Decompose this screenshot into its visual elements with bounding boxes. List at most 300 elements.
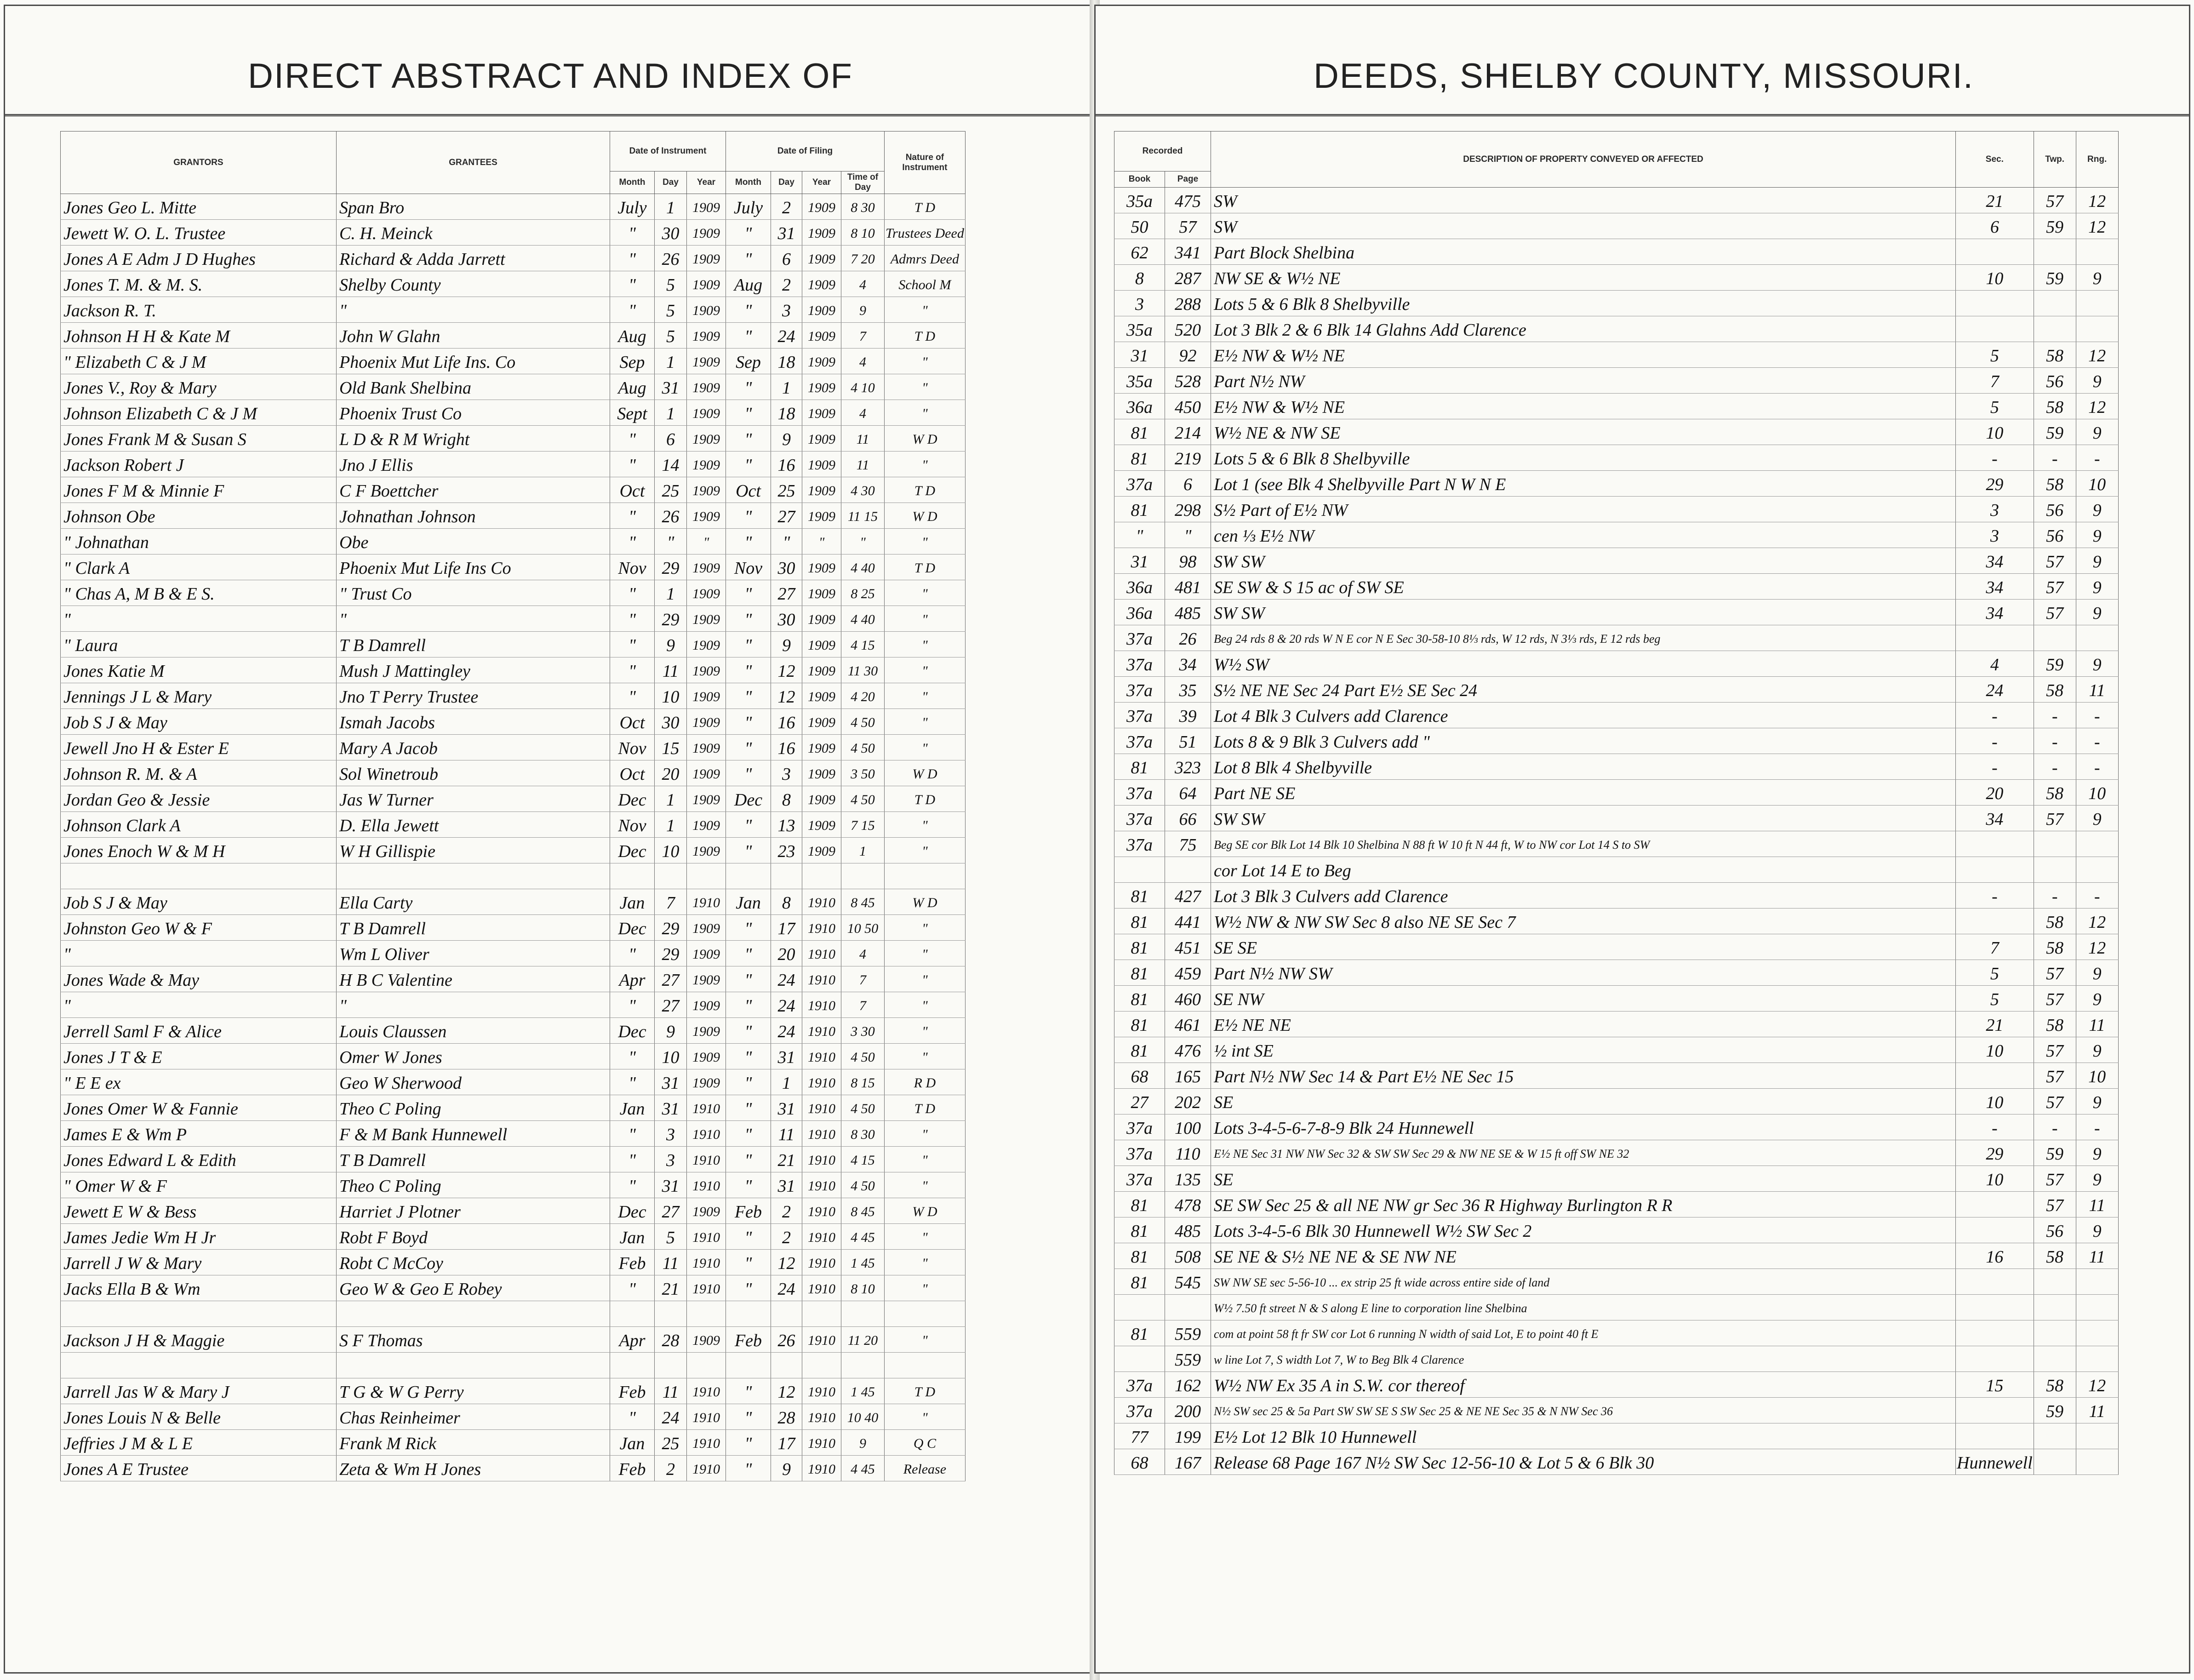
- instrument-day-cell: 10: [655, 1044, 687, 1069]
- instrument-month-cell: Nov: [610, 735, 655, 760]
- book-cell: 3: [1114, 291, 1165, 316]
- page-cell: 287: [1165, 265, 1211, 291]
- nature-cell: School M: [885, 271, 966, 297]
- table-row: [1114, 1011, 2119, 1037]
- table-row: [61, 1456, 966, 1481]
- grantee-cell: C F Boettcher: [337, 477, 610, 503]
- instrument-year-cell: 1909: [687, 657, 726, 683]
- instrument-day-cell: 5: [655, 323, 687, 349]
- table-row: [1114, 677, 2119, 703]
- sec-cell: -: [1956, 728, 2034, 754]
- table-row: [1114, 651, 2119, 677]
- filing-day-cell: 1: [771, 374, 802, 400]
- grantee-cell: Jno T Perry Trustee: [337, 683, 610, 709]
- sec-cell: 21: [1956, 1011, 2034, 1037]
- description-cell: SW SW: [1211, 548, 1956, 574]
- filing-month-cell: ": [726, 529, 771, 554]
- filing-month-cell: ": [726, 1430, 771, 1456]
- filing-year-cell: 1909: [802, 374, 841, 400]
- time-of-day-cell: 4 50: [841, 709, 885, 735]
- sec-cell: 7: [1956, 368, 2034, 394]
- table-row: [61, 683, 966, 709]
- nature-header: Nature of Instrument: [885, 131, 966, 194]
- sec-cell: [1956, 1192, 2034, 1217]
- time-of-day-cell: 4 15: [841, 632, 885, 657]
- grantor-cell: Jones A E Adm J D Hughes: [61, 246, 337, 271]
- grantor-cell: Jarrell Jas W & Mary J: [61, 1378, 337, 1404]
- filing-month-cell: ": [726, 451, 771, 477]
- rng-header: Rng.: [2076, 131, 2118, 188]
- nature-cell: Q C: [885, 1430, 966, 1456]
- twp-cell: [2034, 316, 2076, 342]
- twp-cell: 59: [2034, 265, 2076, 291]
- table-row: [61, 838, 966, 863]
- rng-cell: [2076, 1320, 2118, 1346]
- instrument-year-cell: 1909: [687, 1327, 726, 1353]
- filing-day-cell: 24: [771, 1275, 802, 1301]
- instrument-year-cell: 1910: [687, 889, 726, 915]
- table-row: [61, 1018, 966, 1044]
- filing-month-cell: ": [726, 1121, 771, 1147]
- filing-month-cell: ": [726, 1069, 771, 1095]
- instrument-day-cell: 25: [655, 477, 687, 503]
- rng-cell: 9: [2076, 497, 2118, 522]
- sec-cell: 21: [1956, 188, 2034, 213]
- page-cell: 214: [1165, 419, 1211, 445]
- description-cell: NW SE & W½ NE: [1211, 265, 1956, 291]
- instrument-year-cell: 1909: [687, 838, 726, 863]
- grantee-cell: Phoenix Mut Life Ins Co: [337, 554, 610, 580]
- twp-cell: 57: [2034, 986, 2076, 1011]
- grantor-cell: Jones A E Trustee: [61, 1456, 337, 1481]
- grantee-cell: Theo C Poling: [337, 1095, 610, 1121]
- instrument-year-cell: 1909: [687, 194, 726, 220]
- book-cell: 37a: [1114, 625, 1165, 651]
- sec-cell: [1956, 1423, 2034, 1449]
- rng-cell: -: [2076, 754, 2118, 780]
- nature-cell: ": [885, 657, 966, 683]
- table-row: [61, 941, 966, 966]
- twp-cell: 58: [2034, 677, 2076, 703]
- description-cell: SE NW: [1211, 986, 1956, 1011]
- table-row: [61, 915, 966, 941]
- book-cell: 37a: [1114, 677, 1165, 703]
- book-cell: 37a: [1114, 1372, 1165, 1398]
- sec-cell: 5: [1956, 342, 2034, 368]
- twp-cell: 59: [2034, 651, 2076, 677]
- time-of-day-cell: 4 20: [841, 683, 885, 709]
- nature-cell: ": [885, 297, 966, 323]
- rng-cell: -: [2076, 1114, 2118, 1140]
- instrument-year-cell: 1909: [687, 941, 726, 966]
- instrument-day-cell: 10: [655, 683, 687, 709]
- time-of-day-cell: 3 30: [841, 1018, 885, 1044]
- filing-day-cell: [771, 863, 802, 889]
- grantee-cell: Mush J Mattingley: [337, 657, 610, 683]
- instrument-day-cell: 31: [655, 374, 687, 400]
- page-cell: 6: [1165, 471, 1211, 497]
- filing-month-cell: ": [726, 1018, 771, 1044]
- book-cell: 35a: [1114, 316, 1165, 342]
- filing-day-cell: 24: [771, 966, 802, 992]
- grantor-cell: " Johnathan: [61, 529, 337, 554]
- table-row: [1114, 497, 2119, 522]
- grantee-cell: Theo C Poling: [337, 1172, 610, 1198]
- nature-cell: ": [885, 451, 966, 477]
- instrument-month-cell: ": [610, 426, 655, 451]
- instrument-day-cell: 6: [655, 426, 687, 451]
- twp-cell: 58: [2034, 1243, 2076, 1269]
- filing-month-cell: ": [726, 220, 771, 246]
- page-cell: 478: [1165, 1192, 1211, 1217]
- table-row: [61, 554, 966, 580]
- grantee-cell: C. H. Meinck: [337, 220, 610, 246]
- sec-cell: 34: [1956, 548, 2034, 574]
- instrument-month-cell: Nov: [610, 812, 655, 838]
- grantor-cell: Job S J & May: [61, 889, 337, 915]
- sec-cell: 15: [1956, 1372, 2034, 1398]
- sec-cell: [1956, 1346, 2034, 1372]
- twp-cell: [2034, 1295, 2076, 1320]
- rng-cell: [2076, 1423, 2118, 1449]
- instrument-year-cell: 1909: [687, 735, 726, 760]
- table-row: [1114, 600, 2119, 625]
- time-of-day-cell: 8 45: [841, 889, 885, 915]
- right-page: [1094, 5, 2190, 1674]
- instrument-date-header: Date of Instrument: [610, 131, 726, 171]
- table-row: [1114, 703, 2119, 728]
- description-cell: cen ⅓ E½ NW: [1211, 522, 1956, 548]
- table-row: [1114, 909, 2119, 934]
- time-of-day-cell: 7 20: [841, 246, 885, 271]
- filing-year-cell: 1910: [802, 1224, 841, 1250]
- instrument-month-cell: Feb: [610, 1456, 655, 1481]
- nature-cell: R D: [885, 1069, 966, 1095]
- description-cell: Lots 5 & 6 Blk 8 Shelbyville: [1211, 291, 1956, 316]
- description-cell: SE SW & S 15 ac of SW SE: [1211, 574, 1956, 600]
- instrument-month-cell: Apr: [610, 966, 655, 992]
- grantee-cell: Span Bro: [337, 194, 610, 220]
- book-cell: 81: [1114, 883, 1165, 909]
- instrument-month-cell: ": [610, 1121, 655, 1147]
- filing-month-cell: ": [726, 323, 771, 349]
- filing-month-cell: ": [726, 709, 771, 735]
- instrument-month-cell: ": [610, 657, 655, 683]
- table-row: [1114, 1269, 2119, 1295]
- nature-cell: ": [885, 1044, 966, 1069]
- instrument-year-cell: 1909: [687, 786, 726, 812]
- filing-month-cell: ": [726, 1275, 771, 1301]
- twp-cell: [2034, 239, 2076, 265]
- filing-month-cell: ": [726, 297, 771, 323]
- filing-year-cell: 1910: [802, 1430, 841, 1456]
- rng-cell: 9: [2076, 1140, 2118, 1166]
- instrument-year-cell: 1910: [687, 1378, 726, 1404]
- grantee-cell: Phoenix Trust Co: [337, 400, 610, 426]
- nature-cell: ": [885, 1275, 966, 1301]
- book-cell: 37a: [1114, 806, 1165, 831]
- instrument-day-cell: 3: [655, 1121, 687, 1147]
- description-cell: SW NW SE sec 5-56-10 ... ex strip 25 ft wide across entire side of land: [1211, 1269, 1956, 1295]
- filing-day-cell: 9: [771, 426, 802, 451]
- rng-cell: 9: [2076, 651, 2118, 677]
- description-cell: Lot 3 Blk 2 & 6 Blk 14 Glahns Add Clarence: [1211, 316, 1956, 342]
- instrument-month-cell: Jan: [610, 1430, 655, 1456]
- instrument-day-cell: 1: [655, 786, 687, 812]
- page-cell: 288: [1165, 291, 1211, 316]
- grantors-header: GRANTORS: [61, 131, 337, 194]
- table-row: [61, 709, 966, 735]
- rng-cell: 12: [2076, 1372, 2118, 1398]
- filing-year-cell: 1910: [802, 1378, 841, 1404]
- sec-cell: 16: [1956, 1243, 2034, 1269]
- instrument-day-cell: [655, 1301, 687, 1327]
- instrument-day-cell: 11: [655, 657, 687, 683]
- filing-day-cell: 30: [771, 606, 802, 632]
- recorded-header: Recorded: [1114, 131, 1211, 171]
- grantee-cell: F & M Bank Hunnewell: [337, 1121, 610, 1147]
- table-row: [1114, 1449, 2119, 1475]
- description-cell: Part N½ NW Sec 14 & Part E½ NE Sec 15: [1211, 1063, 1956, 1089]
- twp-cell: [2034, 625, 2076, 651]
- description-cell: W½ NW Ex 35 A in S.W. cor thereof: [1211, 1372, 1956, 1398]
- nature-cell: ": [885, 400, 966, 426]
- time-of-day-cell: ": [841, 529, 885, 554]
- table-row: [1114, 471, 2119, 497]
- filing-month-cell: [726, 863, 771, 889]
- page-cell: 341: [1165, 239, 1211, 265]
- table-row: [61, 1147, 966, 1172]
- grantor-cell: " Omer W & F: [61, 1172, 337, 1198]
- filing-year-cell: 1909: [802, 606, 841, 632]
- instrument-year-cell: 1910: [687, 1172, 726, 1198]
- instrument-day-cell: 29: [655, 915, 687, 941]
- page-cell: 520: [1165, 316, 1211, 342]
- description-cell: cor Lot 14 E to Beg: [1211, 857, 1956, 883]
- twp-cell: 56: [2034, 368, 2076, 394]
- title-rule: [1096, 114, 2189, 116]
- table-row: [1114, 1295, 2119, 1320]
- instrument-day-cell: 30: [655, 220, 687, 246]
- description-cell: Lot 4 Blk 3 Culvers add Clarence: [1211, 703, 1956, 728]
- filing-month-cell: ": [726, 1044, 771, 1069]
- rng-cell: [2076, 291, 2118, 316]
- sec-cell: 10: [1956, 1089, 2034, 1114]
- filing-year-cell: 1909: [802, 760, 841, 786]
- rng-cell: 9: [2076, 1166, 2118, 1192]
- table-row: [1114, 522, 2119, 548]
- book-cell: 35a: [1114, 368, 1165, 394]
- table-row: [61, 400, 966, 426]
- instrument-month-cell: Dec: [610, 838, 655, 863]
- table-row: [61, 966, 966, 992]
- book-header: Book: [1114, 171, 1165, 188]
- table-row: [1114, 1114, 2119, 1140]
- description-cell: SW: [1211, 213, 1956, 239]
- page-cell: 219: [1165, 445, 1211, 471]
- rng-cell: -: [2076, 883, 2118, 909]
- grantor-cell: Jewell Jno H & Ester E: [61, 735, 337, 760]
- page-cell: 450: [1165, 394, 1211, 419]
- description-cell: E½ NE Sec 31 NW NW Sec 32 & SW SW Sec 29 & NW NE SE & W 15 ft off SW NE 32: [1211, 1140, 1956, 1166]
- book-cell: 27: [1114, 1089, 1165, 1114]
- filing-day-cell: ": [771, 529, 802, 554]
- grantor-cell: Jackson R. T.: [61, 297, 337, 323]
- instrument-year-cell: 1909: [687, 374, 726, 400]
- instrument-year-cell: 1910: [687, 1430, 726, 1456]
- filing-month-cell: July: [726, 194, 771, 220]
- book-cell: [1114, 857, 1165, 883]
- time-of-day-cell: 4 40: [841, 606, 885, 632]
- instrument-month-cell: ": [610, 1404, 655, 1430]
- grantor-cell: Jones J T & E: [61, 1044, 337, 1069]
- page-cell: 200: [1165, 1398, 1211, 1423]
- instrument-year-cell: 1909: [687, 580, 726, 606]
- instrument-day-cell: 1: [655, 580, 687, 606]
- table-row: [1114, 857, 2119, 883]
- instrument-month-cell: ": [610, 220, 655, 246]
- table-row: [1114, 445, 2119, 471]
- time-of-day-cell: 7: [841, 992, 885, 1018]
- table-row: [1114, 960, 2119, 986]
- filing-year-cell: 1910: [802, 1327, 841, 1353]
- description-header: DESCRIPTION OF PROPERTY CONVEYED OR AFFECTED: [1211, 131, 1956, 188]
- table-row: [61, 297, 966, 323]
- time-of-day-cell: 1 45: [841, 1378, 885, 1404]
- table-row: [61, 1044, 966, 1069]
- filing-year-cell: 1910: [802, 1198, 841, 1224]
- description-cell: Lot 8 Blk 4 Shelbyville: [1211, 754, 1956, 780]
- time-of-day-cell: 11 30: [841, 657, 885, 683]
- filing-day-cell: 31: [771, 1044, 802, 1069]
- table-row: [61, 374, 966, 400]
- time-of-day-cell: 8 45: [841, 1198, 885, 1224]
- instrument-day-cell: 26: [655, 246, 687, 271]
- twp-cell: [2034, 831, 2076, 857]
- time-of-day-cell: 7: [841, 323, 885, 349]
- filing-day-cell: 9: [771, 632, 802, 657]
- sec-cell: [1956, 291, 2034, 316]
- page-cell: 199: [1165, 1423, 1211, 1449]
- twp-cell: 56: [2034, 522, 2076, 548]
- sec-cell: [1956, 1398, 2034, 1423]
- table-row: [61, 1198, 966, 1224]
- grantee-cell: T B Damrell: [337, 915, 610, 941]
- page-cell: 485: [1165, 600, 1211, 625]
- filing-month-cell: ": [726, 966, 771, 992]
- grantor-cell: James Jedie Wm H Jr: [61, 1224, 337, 1250]
- description-cell: w line Lot 7, S width Lot 7, W to Beg Blk 4 Clarence: [1211, 1346, 1956, 1372]
- filing-day-cell: [771, 1301, 802, 1327]
- instrument-year-cell: 1910: [687, 1095, 726, 1121]
- grantee-cell: Old Bank Shelbina: [337, 374, 610, 400]
- filing-year-cell: [802, 1353, 841, 1378]
- instrument-day-cell: 28: [655, 1327, 687, 1353]
- instrument-day-cell: 25: [655, 1430, 687, 1456]
- time-of-day-cell: 4 10: [841, 374, 885, 400]
- grantor-cell: Jones Edward L & Edith: [61, 1147, 337, 1172]
- instrument-month-cell: ": [610, 503, 655, 529]
- sec-cell: 24: [1956, 677, 2034, 703]
- grantee-cell: L D & R M Wright: [337, 426, 610, 451]
- table-row: [61, 889, 966, 915]
- filing-day-cell: [771, 1353, 802, 1378]
- nature-cell: ": [885, 1224, 966, 1250]
- filing-day-cell: 12: [771, 657, 802, 683]
- description-cell: SW SW: [1211, 806, 1956, 831]
- filing-year-header: Year: [802, 171, 841, 194]
- filing-year-cell: 1910: [802, 1250, 841, 1275]
- description-cell: SW SW: [1211, 600, 1956, 625]
- instrument-month-cell: ": [610, 246, 655, 271]
- instrument-month-cell: ": [610, 451, 655, 477]
- page-cell: 559: [1165, 1346, 1211, 1372]
- page-cell: 427: [1165, 883, 1211, 909]
- filing-month-cell: ": [726, 683, 771, 709]
- table-row: [61, 1172, 966, 1198]
- sec-cell: -: [1956, 883, 2034, 909]
- twp-cell: [2034, 1269, 2076, 1295]
- table-row: [61, 194, 966, 220]
- grantee-cell: Chas Reinheimer: [337, 1404, 610, 1430]
- instrument-year-cell: 1909: [687, 683, 726, 709]
- table-row: [61, 220, 966, 246]
- twp-cell: 58: [2034, 471, 2076, 497]
- nature-cell: ": [885, 1121, 966, 1147]
- twp-cell: [2034, 1320, 2076, 1346]
- table-row: [1114, 316, 2119, 342]
- grantor-cell: " Elizabeth C & J M: [61, 349, 337, 374]
- book-cell: 81: [1114, 1217, 1165, 1243]
- twp-cell: 57: [2034, 1037, 2076, 1063]
- filing-day-cell: 3: [771, 297, 802, 323]
- table-row: [61, 863, 966, 889]
- book-cell: 37a: [1114, 1166, 1165, 1192]
- instrument-month-cell: Oct: [610, 760, 655, 786]
- twp-cell: [2034, 1449, 2076, 1475]
- instrument-year-cell: 1910: [687, 1250, 726, 1275]
- filing-year-cell: 1910: [802, 1404, 841, 1430]
- filing-day-cell: 2: [771, 1224, 802, 1250]
- twp-cell: 58: [2034, 909, 2076, 934]
- twp-cell: -: [2034, 754, 2076, 780]
- nature-cell: ": [885, 1404, 966, 1430]
- page-cell: [1165, 857, 1211, 883]
- instrument-day-cell: 11: [655, 1250, 687, 1275]
- time-of-day-cell: 1: [841, 838, 885, 863]
- instrument-month-cell: Oct: [610, 709, 655, 735]
- filing-month-cell: [726, 1353, 771, 1378]
- rng-cell: 9: [2076, 1037, 2118, 1063]
- rng-cell: 9: [2076, 368, 2118, 394]
- sec-cell: 34: [1956, 806, 2034, 831]
- page-cell: 35: [1165, 677, 1211, 703]
- book-cell: 81: [1114, 960, 1165, 986]
- sec-cell: [1956, 1269, 2034, 1295]
- rng-cell: [2076, 857, 2118, 883]
- book-cell: 68: [1114, 1063, 1165, 1089]
- time-of-day-cell: 11: [841, 426, 885, 451]
- book-cell: 37a: [1114, 728, 1165, 754]
- book-cell: 37a: [1114, 1398, 1165, 1423]
- book-cell: 81: [1114, 934, 1165, 960]
- time-of-day-cell: 8 10: [841, 220, 885, 246]
- table-row: [61, 1069, 966, 1095]
- table-row: [61, 657, 966, 683]
- nature-cell: T D: [885, 786, 966, 812]
- table-row: [1114, 1217, 2119, 1243]
- instrument-day-cell: 5: [655, 297, 687, 323]
